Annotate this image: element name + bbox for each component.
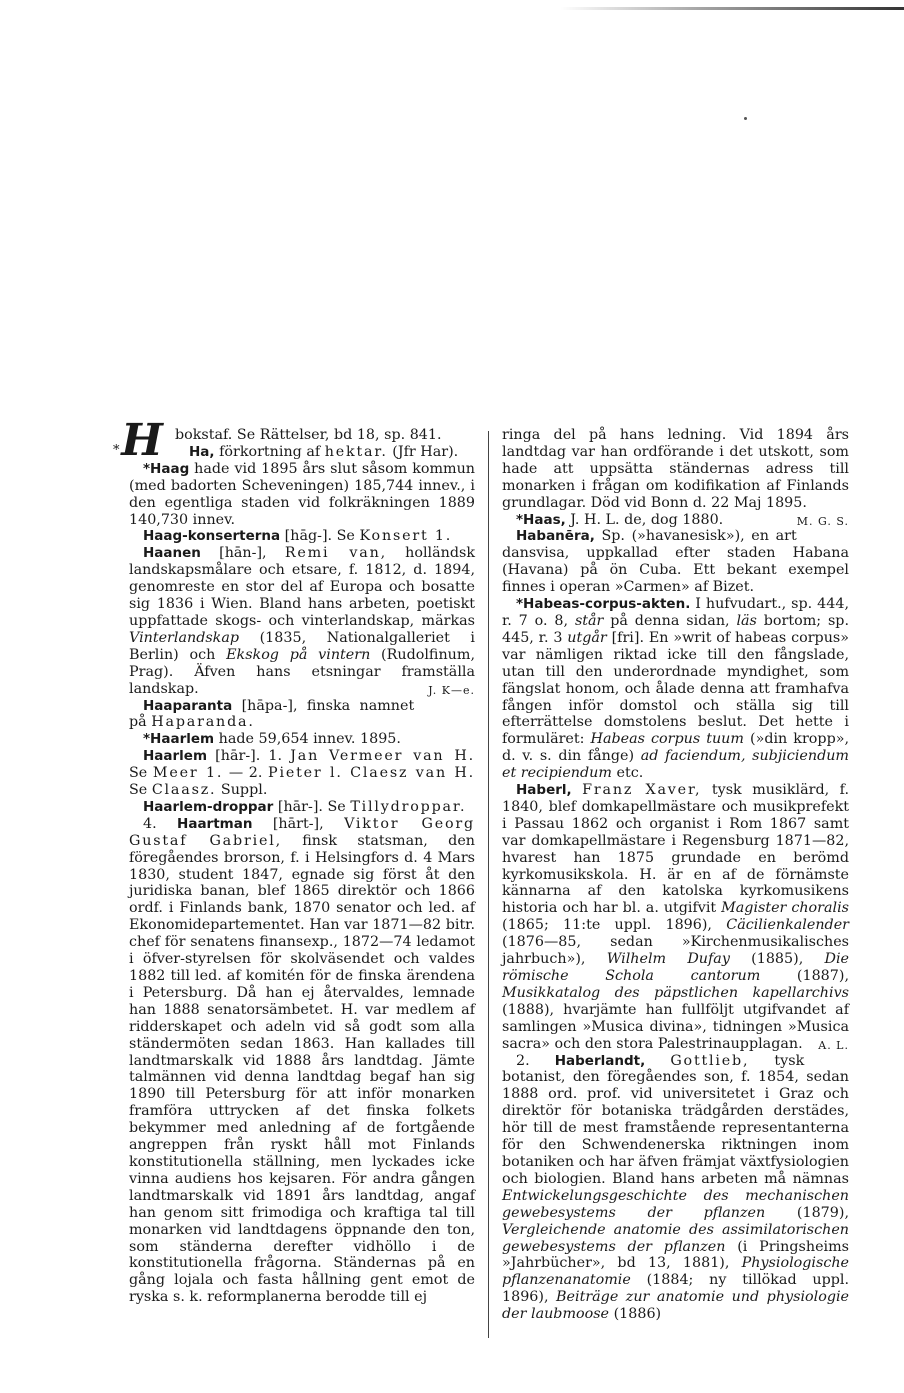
entry-haberl: Haberl, Franz Xaver, tysk musiklärd, f. 1840, blef domkapellmästare och musikprefekt i Passau 1862 och organist i Rom 1867 samt var domkapellmästare i Regensburg 1871—82, hvarest han 1875 grundade en berömd kyrkomusikskola. H. är en af de förnämste kännarna af den katolska kyrkomusikens historia och har bl. a. utgifvit Magister choralis (1865; 11:te uppl. 1896), Cäcilienkalender (1876—85, sedan »Kirchenmusikalisches jahrbuch»), Wilhelm Dufay (1885), Die römische Schola cantorum (1887), Musikkatalog des päpstlichen kapellarchivs (1888), hvarjämte han fullföljt utgifvandet af samlingen »Musica divina», tidningen »Musica sacra» och den stora Palestrinaupplagan. A. L.: [502, 782, 850, 1052]
entry-haartman-cont: ringa del på hans ledning. Vid 1894 års landtdag var han ordförande i det utskott, som hade att uppsätta ständernas adress till monarken i frågan om kodifikation af Finlands grundlagar. Död vid Bonn d. 22 Maj 1895. M. G. S.: [502, 427, 849, 528]
entry-h: * H bokstaf. Se Rättelser, bd 18, sp. 841.: [113, 415, 442, 466]
left-column: [113, 415, 476, 1306]
drop-cap: * H: [113, 415, 163, 466]
entry-haag: *Haag hade vid 1895 års slut såsom kommun (med badorten Scheveningen) 185,744 innev., i den egentliga staden vid folkräkningen 1889 140,730 innev.: [129, 460, 475, 528]
right-column: [502, 427, 849, 1323]
column-rule: [488, 431, 489, 1338]
entry-haartman: 4. Haartman [hārt-], Viktor Georg Gustaf Gabriel, finsk statsman, den föregåendes brorson, f. i Helsingfors d. 4 Mars 1830, student 1847, egnade sig först åt den juridiska banan, blef 1865 direktör och 1866 ordf. i Finlands bank, 1870 senator och led. af Ekonomidepartementet. Han var 1871—82 bitr. chef för senatens finansexp., 1872—74 ledamot i öfver-styrelsen för skolväsendet och valdes 1882 till led. af komitén för de finska ärendena i Petersburg. Då han ej återvaldes, lemnade han 1888 senatorsämbetet. H. var medlem af ridderskapet och adeln vid så godt som alla ständermöten sedan 1863. Han kallades till landtmarskalk vid 1888 års landtdag. Jämte talmännen vid denna landtdag begaf han sig 1890 till Petersburg för att inför monarken framföra uttrycken af det finska folkets bekymmer med anledning af de fortgående angreppen från ryskt håll mot Finlands konstitutionella ställning, men lyckades icke vinna audiens hos kejsaren. För andra gången landtmarskalk vid 1891 års landtdag, angaf han genom sitt frimodiga och kraftiga tal till monarken vid landtdagens öppnande den ton, som ständerna derefter vidhöllo i de konstitutionella frågorna. Ständernas på en gång lojala och fasta hållning gent emot de ryska s. k. reformplanerna berodde till ej: [129, 815, 476, 1306]
entry-habanera: Habanēra, Sp. (»havanesisk»), en art dansvisa, uppkallad efter staden Habana (Havana) på ön Cuba. Ett bekant exempel finnes i operan »Carmen» af Bizet.: [502, 528, 849, 596]
entry-haberlandt: 2. Haberlandt, Gottlieb, tysk botanist, den föregåendes son, f. 1854, sedan 1888 ord. prof. vid universitetet i Graz och direktör för botaniska trädgården derstädes, hör till de mest framstående representanterna för den Schwendenerska riktningen inom botaniken och har äfven främjat växtfysiologien och biologien. Bland hans arbeten må nämnas Entwickelungsgeschichte des mechanischen gewebesystems der pflanzen (1879), Vergleichende anatomie des assimilatorischen gewebesystems der pflanzen (i Pringsheims »Jahrbücher», bd 13, 1881), Physiologische pflanzenanatomie (1884; ny tillökad uppl. 1896), Beiträge zur anatomie und physiologie der laubmoose (1886): [502, 1052, 849, 1323]
entry-haas: *Haas, J. H. L. de, dog 1880.: [516, 511, 724, 528]
scan-edge-mark: [560, 7, 904, 10]
entry-haag-konserterna: Haag-konserterna [hāg-]. Se Konsert 1.: [143, 528, 453, 545]
scan-speck: [744, 117, 747, 120]
entry-haarlem-2: Haarlem [hār-]. 1. Jan Vermeer van H. Se Meer 1. — 2. Pieter l. Claesz van H. Se Claasz. Suppl.: [129, 748, 475, 799]
entry-haaparanta: Haaparanta [hāpa-], finska namnet på Haparanda.: [129, 697, 415, 731]
entry-haarlem-droppar: Haarlem-droppar [hār-]. Se Tillydroppar.: [143, 798, 467, 815]
entry-haarlem-1: *Haarlem hade 59,654 innev. 1895.: [143, 731, 401, 748]
entry-ha: Ha, förkortning af hektar. (Jfr Har).: [189, 443, 459, 460]
entry-haanen: Haanen [hān-], Remi van, holländsk landskapsmålare och etsare, f. 1812, d. 1894, genomreste en stor del af Europa och bosatte sig 1836 i Wien. Bland hans arbeten, poetiskt uppfattade skogs- och vinterlandskap, märkas Vinterlandskap (1835, Nationalgalleriet i Berlin) och Ekskog på vintern (Rudolfinum, Prag). Äfven hans etsningar framställa landskap. J. K—e.: [129, 545, 475, 697]
entry-habeas-corpus: *Habeas-corpus-akten. I hufvudart., sp. 444, r. 7 o. 8, står på denna sidan, läs bortom; sp. 445, r. 3 utgår [fri]. En »writ of habeas corpus» var nämligen riktad icke till den fångslade, utan till den underordnade myndighet, som fängslat honom, och ålade denna att framhafva fången inför domstol och ställa sig till efterrättelse domstolens beslut. Det hette i formuläret: Habeas corpus tuum (»din kropp», d. v. s. din fånge) ad faciendum, subjiciendum et recipiendum etc.: [502, 596, 850, 782]
